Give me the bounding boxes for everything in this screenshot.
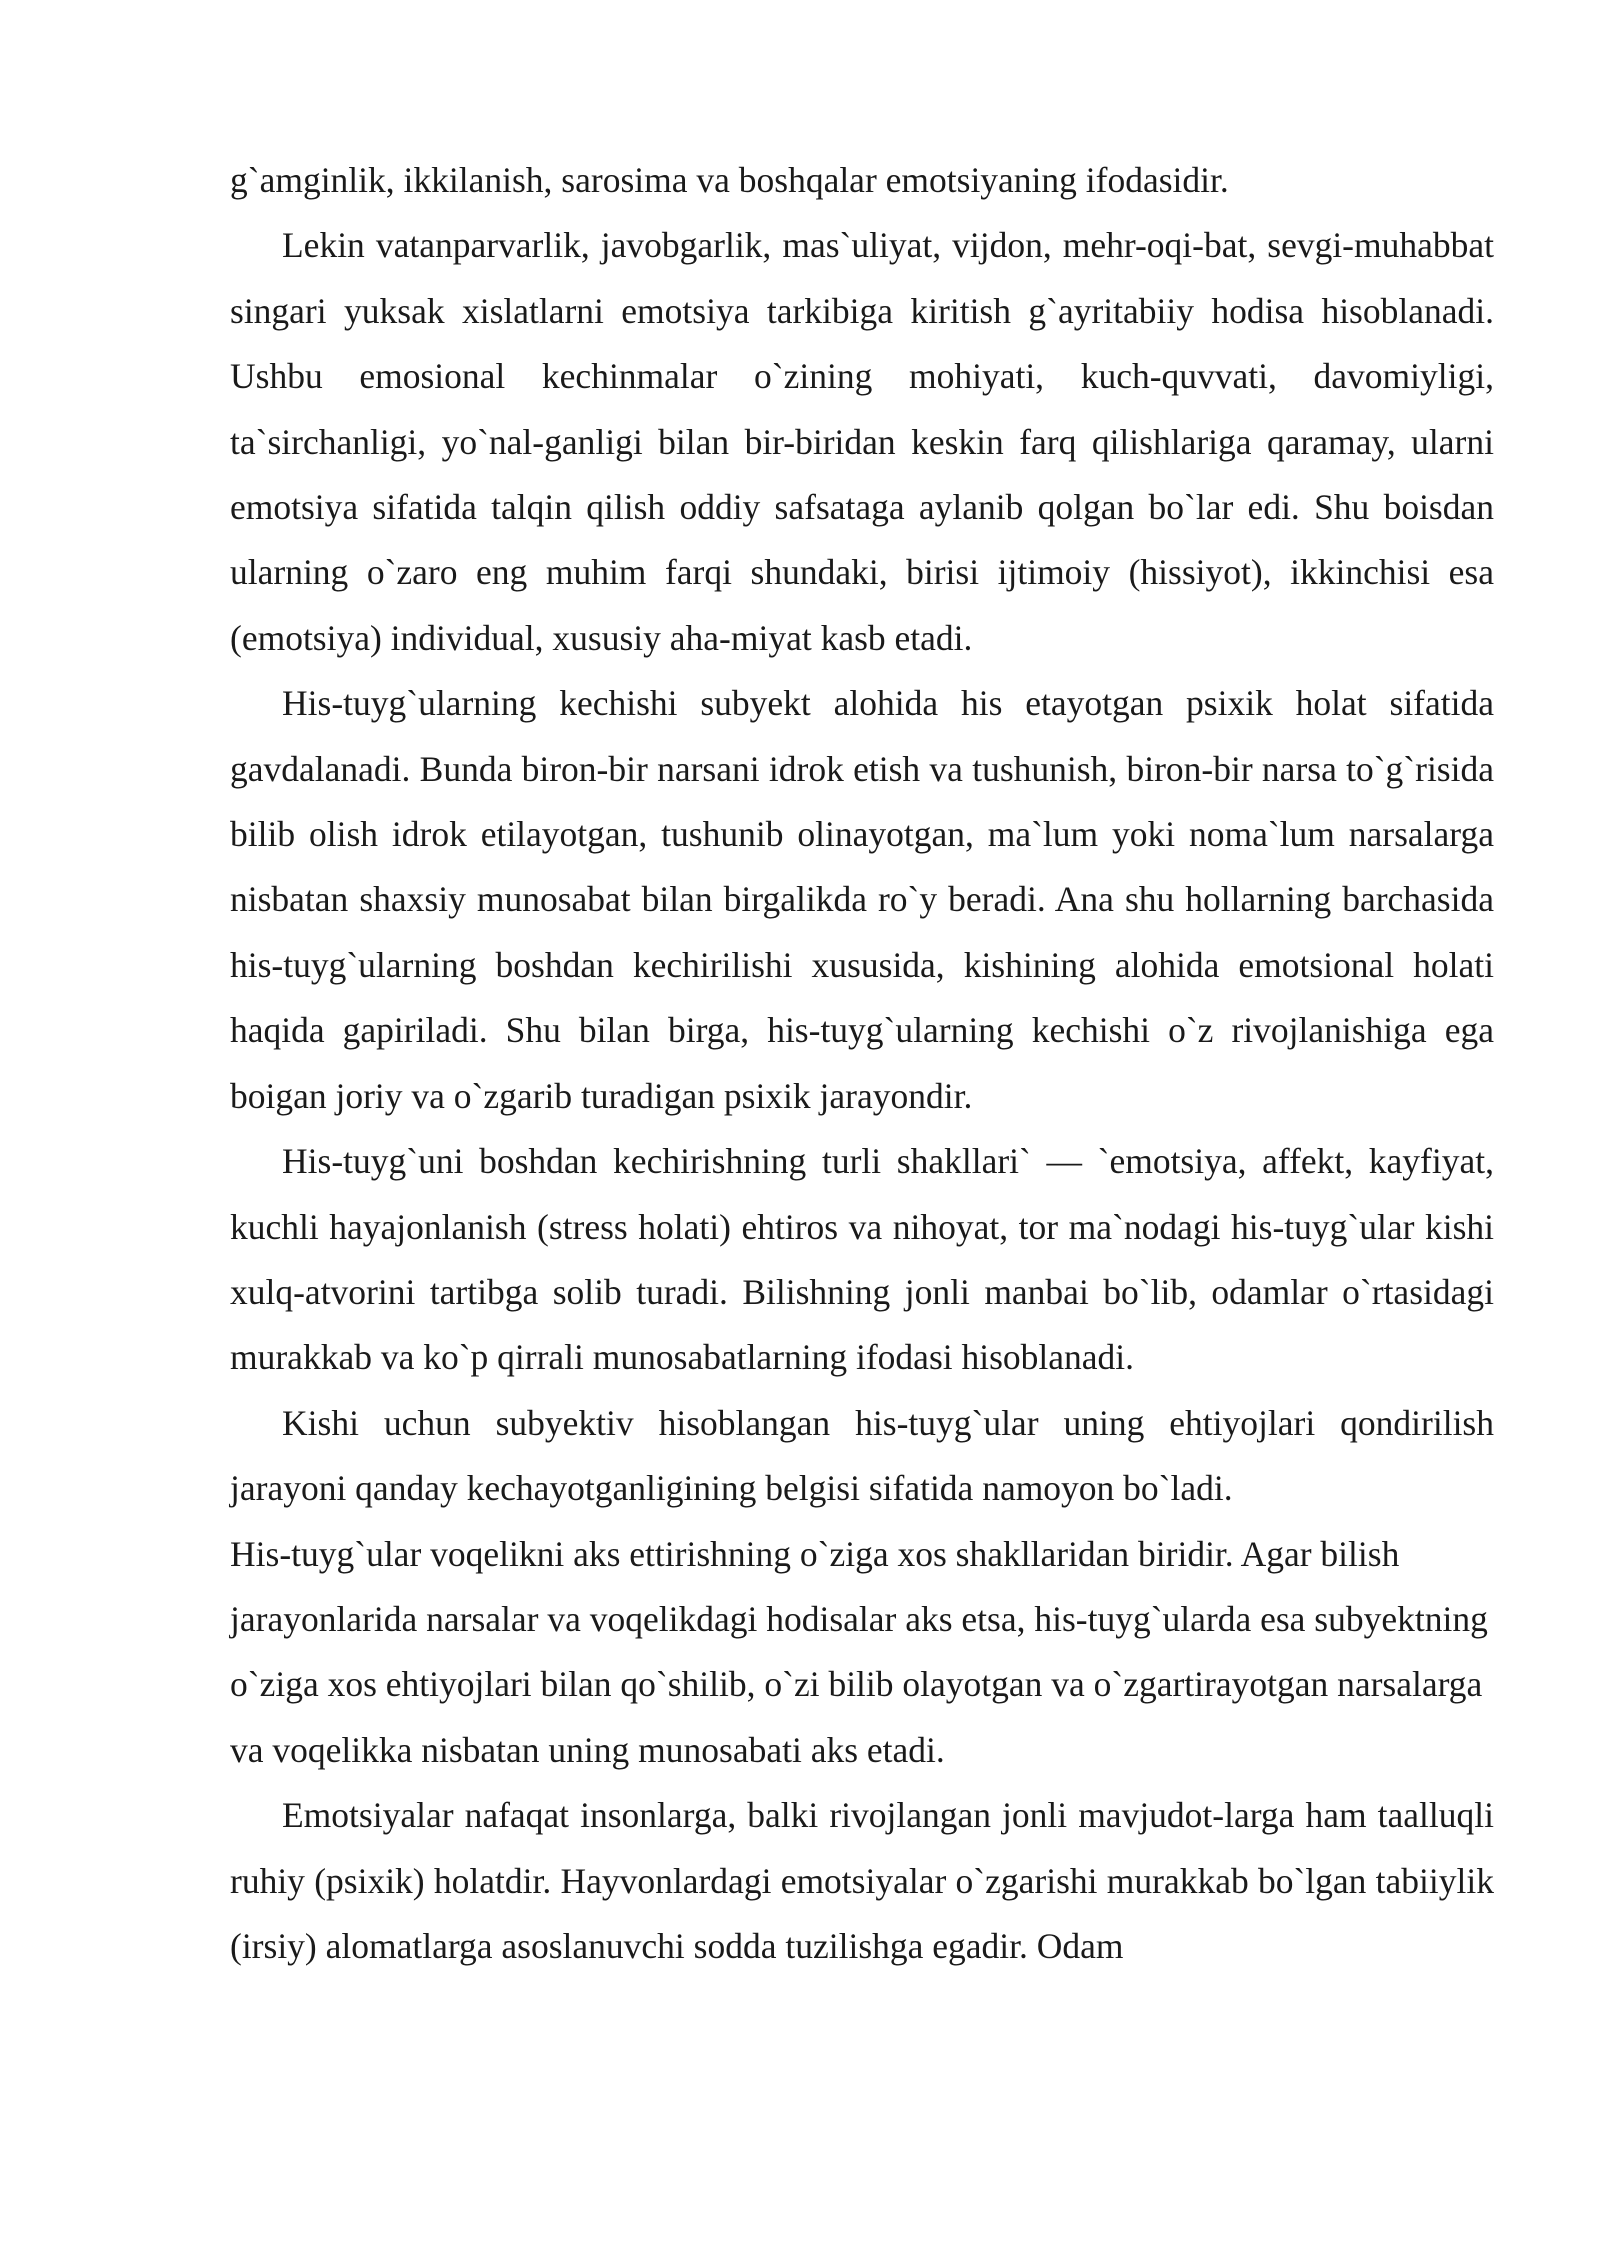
paragraph-feeling-experience: His-tuyg`ularning kechishi subyekt alohida his etayotgan psixik holat sifatida gavdalanadi. Bunda biron-bir narsani idrok etish va tushunish, biron-bir narsa to`g`risida bilib olish idrok etilayotgan, tushunib olinayotgan, ma`lum yoki noma`lum narsalarga nisbatan shaxsiy munosabat bilan birgalikda ro`y beradi. Ana shu hollarning barchasida his-tuyg`ularning boshdan kechirilishi xususida, kishining alohida emotsional holati haqida gapiriladi. Shu bilan birga, his-tuyg`ularning kechishi o`z rivojlanishiga ega boigan joriy va o`zgarib turadigan psixik jarayondir. — [230, 683, 1494, 1116]
paragraph-feeling-forms: His-tuyg`uni boshdan kechirishning turli shakllari` — `emotsiya, affekt, kayfiyat, kuchli hayajonlanish (stress holati) ehtiros va nihoyat, tor ma`nodagi his-tuyg`ular kishi xulq-atvorini tartibga solib turadi. Bilishning jonli manbai bo`lib, odamlar o`rtasidagi murakkab va ko`p qirrali munosabatlarning ifodasi hisoblanadi. — [230, 1141, 1494, 1378]
paragraph-emotion-traits: Lekin vatanparvarlik, javobgarlik, mas`uliyat, vijdon, mehr-oqi-bat, sevgi-muhabbat singari yuksak xislatlarni emotsiya tarkibiga kiritish g`ayritabiiy hodisa hisoblanadi. Ushbu emosional kechinmalar o`zining mohiyati, kuch-quvvati, davomiyligi, ta`sirchanligi, yo`nal-ganligi bilan bir-biridan keskin farq qilishlariga qaramay, ularni emotsiya sifatida talqin qilish oddiy safsataga aylanib qolgan bo`lar edi. Shu boisdan ularning o`zaro eng muhim farqi shundaki, birisi ijtimoiy (hissiyot), ikkinchisi esa (emotsiya) individual, xususiy aha-miyat kasb etadi. — [230, 225, 1494, 658]
paragraph-animal-emotions: Emotsiyalar nafaqat insonlarga, balki rivojlangan jonli mavjudot-larga ham taalluqli ruhiy (psixik) holatdir. Hayvonlardagi emotsiyalar o`zgarishi murakkab bo`lgan tabiiylik (irsiy) alomatlarga asoslanuvchi sodda tuzilishga egadir. Odam — [230, 1795, 1494, 1966]
paragraph-subjective-feelings: Kishi uchun subyektiv hisoblangan his-tuyg`ular uning ehtiyojlari qondirilish jarayoni qanday kechayotganligining belgisi sifatida namoyon bo`ladi. — [230, 1402, 1494, 1509]
paragraph-reflection-forms: His-tuyg`ular voqelikni aks ettirishning o`ziga xos shakllaridan biridir. Agar bilish jarayonlarida narsalar va voqelikdagi hodisalar aks etsa, his-tuyg`ularda esa subyektning o`ziga xos ehtiyojlari bilan qo`shilib, o`zi bilib olayotgan va o`zgartirayotgan narsalarga va voqelikka nisbatan uning munosabati aks etadi. — [230, 1533, 1488, 1770]
document-page — [230, 148, 1494, 1979]
paragraph-continuation: g`amginlik, ikkilanish, sarosima va boshqalar emotsiyaning ifodasidir. — [230, 160, 1229, 200]
